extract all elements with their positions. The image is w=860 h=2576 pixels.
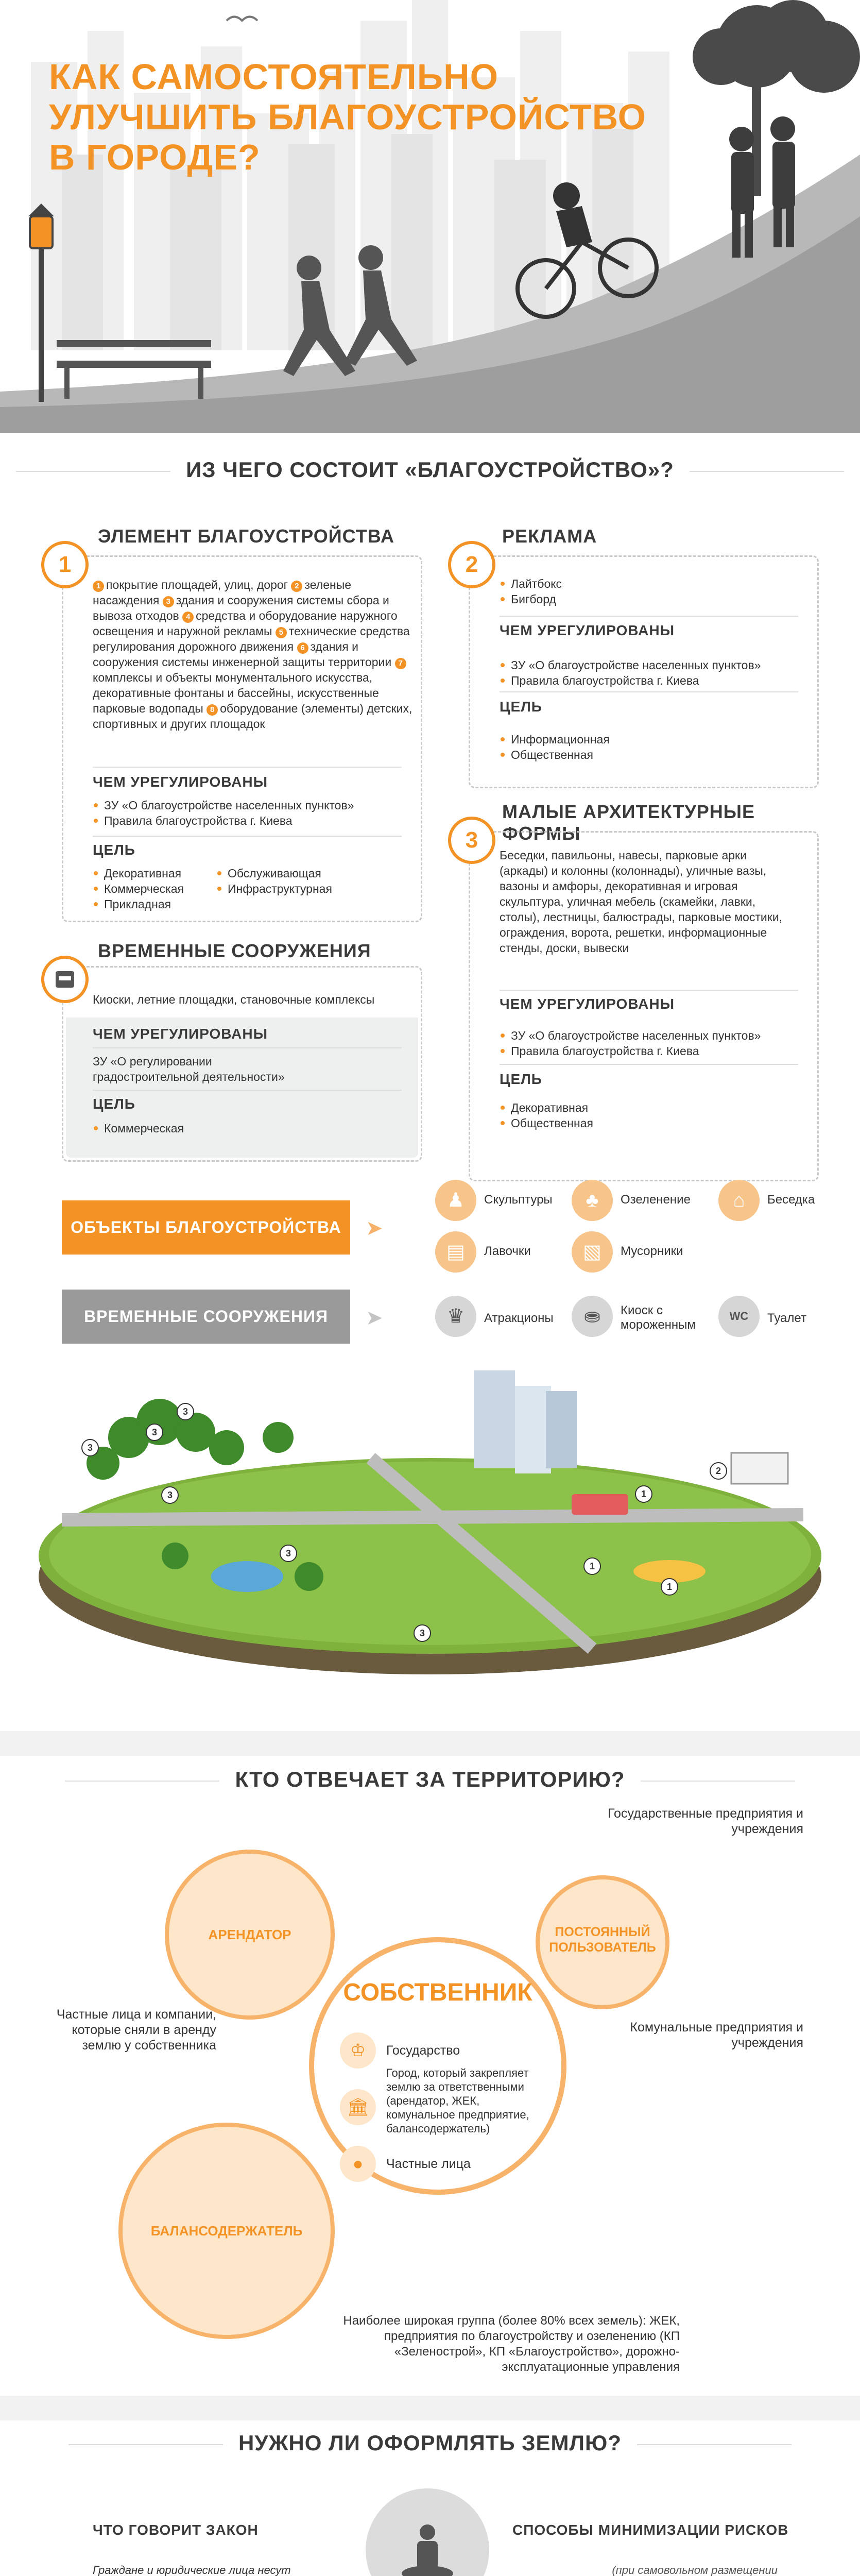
- owner-label: СОБСТВЕННИК: [343, 1979, 532, 2006]
- objects-bar: ОБЪЕКТЫ БЛАГОУСТРОЙСТВА: [62, 1200, 350, 1255]
- section-divider: [0, 2396, 860, 2420]
- ice-cream-cart-icon: ⛂: [572, 1296, 613, 1337]
- arrow-icon: ➤: [366, 1217, 383, 1240]
- svg-text:1: 1: [641, 1489, 647, 1499]
- balance-holder-label: БАЛАНСОДЕРЖАТЕЛЬ: [150, 2223, 303, 2239]
- element-items: 1 покрытие площадей, улиц, дорог 2 зеленые насаждения 3 здания и сооружения системы сбора и вывоза отходов 4 средства и оборудование наружного освещения и наружной рекламы 5 технические средства регулирования дорожного движения 6 здания и сооружения системы инженерной защиты территории 7комплексы и объекты монументального искусства, декоративные фонтаны и бассейны, искусственные парковые водопады 8 оборудование (элементы) детских, спортивных и других площадок: [93, 578, 412, 731]
- section-responsibility-title: КТО ОТВЕЧАЕТ ЗА ТЕРРИТОРИЮ?: [0, 1767, 860, 1792]
- svg-text:1: 1: [666, 1582, 673, 1592]
- gazebo-icon: ⌂: [718, 1180, 760, 1221]
- trash-icon: ▧: [572, 1231, 613, 1273]
- bench-icon: ▤: [435, 1231, 476, 1273]
- header-banner: [0, 0, 860, 433]
- person-icon: ●: [340, 2146, 376, 2182]
- carousel-icon: ♛: [435, 1296, 476, 1337]
- page-title: КАК САМОСТОЯТЕЛЬНО УЛУЧШИТЬ БЛАГОУСТРОЙСТВО В ГОРОДЕ?: [49, 57, 647, 177]
- section-composition-title: ИЗ ЧЕГО СОСТОИТ «БЛАГОУСТРОЙСТВО»?: [0, 457, 860, 482]
- infographic-page: КАК САМОСТОЯТЕЛЬНО УЛУЧШИТЬ БЛАГОУСТРОЙСТВО В ГОРОДЕ? ИЗ ЧЕГО СОСТОИТ «БЛАГОУСТРОЙСТВО»? ЭЛЕМЕНТ БЛАГОУСТРОЙСТВА 1 1 покрытие площадей, улиц, дорог 2 зеленые насаждения 3 здания и сооружения системы сбора и вывоза отходов 4 средства и оборудование наружного освещения и наружной рекламы 5 технические средства регулирования дорожного движения 6 здания и сооружения системы инженерной защиты территории 7комплексы и объекты монументального искусства, декоративные фонтаны и бассейны, искусственные парковые водопады 8 оборудование (элементы) детских, спортивных и других площадок ЧЕМ УРЕГУЛИРОВАНЫ ЗУ «О благоустройстве населенных пунктов» Правила благоустройства г. Киева ЦЕЛЬ Декоративная Коммерческая Прикладная Обслуживающая Инфраструктурная ВРЕМЕННЫЕ СООРУЖЕНИЯ Киоски, летние площадки, становочные комплексы ЧЕМ УРЕГУЛИРОВАНЫ ЗУ «О регулировании градостроительной деятельности» ЦЕЛЬ Коммерческая РЕКЛАМА 2 Лайтбокс Бигборд ЧЕМ УРЕГУЛИРОВАНЫ ЗУ «О благоустройстве населенных пунктов» Правила благоустройства г. Киева ЦЕЛЬ Информационная Общественная МАЛЫЕ АРХИТЕКТУРНЫЕ ФОРМЫ 3 Беседки, павильоны, навесы, парковые арки (аркады) и колонны (колоннады), уличные вазы, вазоны и амфоры, декоративная и игровая скульптура, уличная мебель (скамейки, лавки, столы), лестницы, балюстрады, парковые мостики, ограждения, ворота, решетки, информационные стенды, доски, вывески ЧЕМ УРЕГУЛИРОВАНЫ ЗУ «О благоустройстве населенных пунктов» Правила благоустройства г. Киева ЦЕЛЬ Декоративная Общественная ОБЪЕКТЫ БЛАГОУСТРОЙСТВА ➤ ВРЕМЕННЫЕ СООРУЖЕНИЯ ➤ ♟ Скульптуры ♣ Озеленение ⌂ Беседка ▤ Лавочки ▧ Мусорники ♛ Атракционы ⛂ Киоск с мороженным WC Туалет 3 3 3 3 3 3 2 1 1 1 КТО ОТВЕЧАЕТ ЗА ТЕРРИТОРИЮ? Государственные предприятия и учреждения АРЕНДАТОР ПОСТОЯННЫЙ ПОЛЬЗОВАТЕЛЬ Частные лица и компании, которые сняли в аренду землю у собственника СОБСТВЕННИК ♔ Государство 🏛 Город, который закрепляет землю за ответственными (арендатор, ЖЕК, комунальное предприятие, балансодержатель) ● Частные лица Комунальные предприятия и учреждения БАЛАНСОДЕРЖАТЕЛЬ Наиболее широкая группа (более 80% всех земель): ЖЕК, предприятия по благоустройству и озеленению (КП «Зеленострой», КП «Благоустройство», дорожно-эксплуатационные управления НУЖНО ЛИ ОФОРМЛЯТЬ ЗЕМЛЮ? ЧТО ГОВОРИТ ЗАКОН СПОСОБЫ МИНИМИЗАЦИИ РИСКОВ Граждане и юридические лица несут (при самовольном размещении: [0, 0, 860, 2576]
- risk-heading: СПОСОБЫ МИНИМИЗАЦИИ РИСКОВ: [512, 2522, 789, 2538]
- goal-list-1: Декоративная Коммерческая Прикладная: [93, 866, 184, 912]
- wc-icon: WC: [718, 1296, 760, 1337]
- svg-text:1: 1: [589, 1561, 595, 1571]
- law-intro: Граждане и юридические лица несут: [93, 2564, 291, 2576]
- number-badge-3: 3: [448, 817, 495, 864]
- svg-text:3: 3: [151, 1427, 158, 1437]
- goal-list-2: Обслуживающая Инфраструктурная: [216, 866, 332, 896]
- temporary-heading: ВРЕМЕННЫЕ СООРУЖЕНИЯ: [98, 940, 371, 961]
- svg-text:3: 3: [167, 1490, 173, 1500]
- svg-text:3: 3: [285, 1548, 291, 1558]
- number-badge-2: 2: [448, 541, 495, 588]
- permanent-user-label: ПОСТОЯННЫЙ ПОЛЬЗОВАТЕЛЬ: [549, 1925, 656, 1955]
- park-island-illustration: [0, 1360, 860, 1680]
- regulation-heading: ЧЕМ УРЕГУЛИРОВАНЫ: [93, 774, 268, 790]
- section-land-title: НУЖНО ЛИ ОФОРМЛЯТЬ ЗЕМЛЮ?: [0, 2431, 860, 2455]
- advertising-heading: РЕКЛАМА: [502, 526, 597, 547]
- temporary-goal-heading: ЦЕЛЬ: [93, 1096, 135, 1112]
- tree-icon: ♣: [572, 1180, 613, 1221]
- regulation-list: ЗУ «О благоустройстве населенных пунктов» Правила благоустройства г. Киева: [93, 798, 354, 828]
- temporary-bar: ВРЕМЕННЫЕ СООРУЖЕНИЯ: [62, 1290, 350, 1344]
- city-hall-icon: 🏛: [340, 2089, 376, 2125]
- svg-text:3: 3: [419, 1628, 425, 1638]
- coat-of-arms-icon: ♔: [340, 2032, 376, 2069]
- small-forms-heading: МАЛЫЕ АРХИТЕКТУРНЫЕ ФОРМЫ: [502, 801, 755, 844]
- element-heading: ЭЛЕМЕНТ БЛАГОУСТРОЙСТВА: [98, 526, 394, 547]
- sculpture-icon: ♟: [435, 1180, 476, 1221]
- law-heading: ЧТО ГОВОРИТ ЗАКОН: [93, 2522, 259, 2538]
- person-on-plot-icon: [366, 2488, 489, 2576]
- svg-text:3: 3: [182, 1406, 188, 1417]
- goal-heading: ЦЕЛЬ: [93, 842, 135, 858]
- kiosk-icon: [41, 956, 89, 1003]
- svg-text:2: 2: [715, 1466, 721, 1476]
- svg-text:3: 3: [87, 1443, 93, 1453]
- arrow-icon: ➤: [366, 1307, 383, 1329]
- section-divider: [0, 1731, 860, 1756]
- temporary-regulation-heading: ЧЕМ УРЕГУЛИРОВАНЫ: [93, 1026, 268, 1042]
- tenant-label: АРЕНДАТОР: [208, 1927, 291, 1942]
- number-badge-1: 1: [41, 541, 89, 588]
